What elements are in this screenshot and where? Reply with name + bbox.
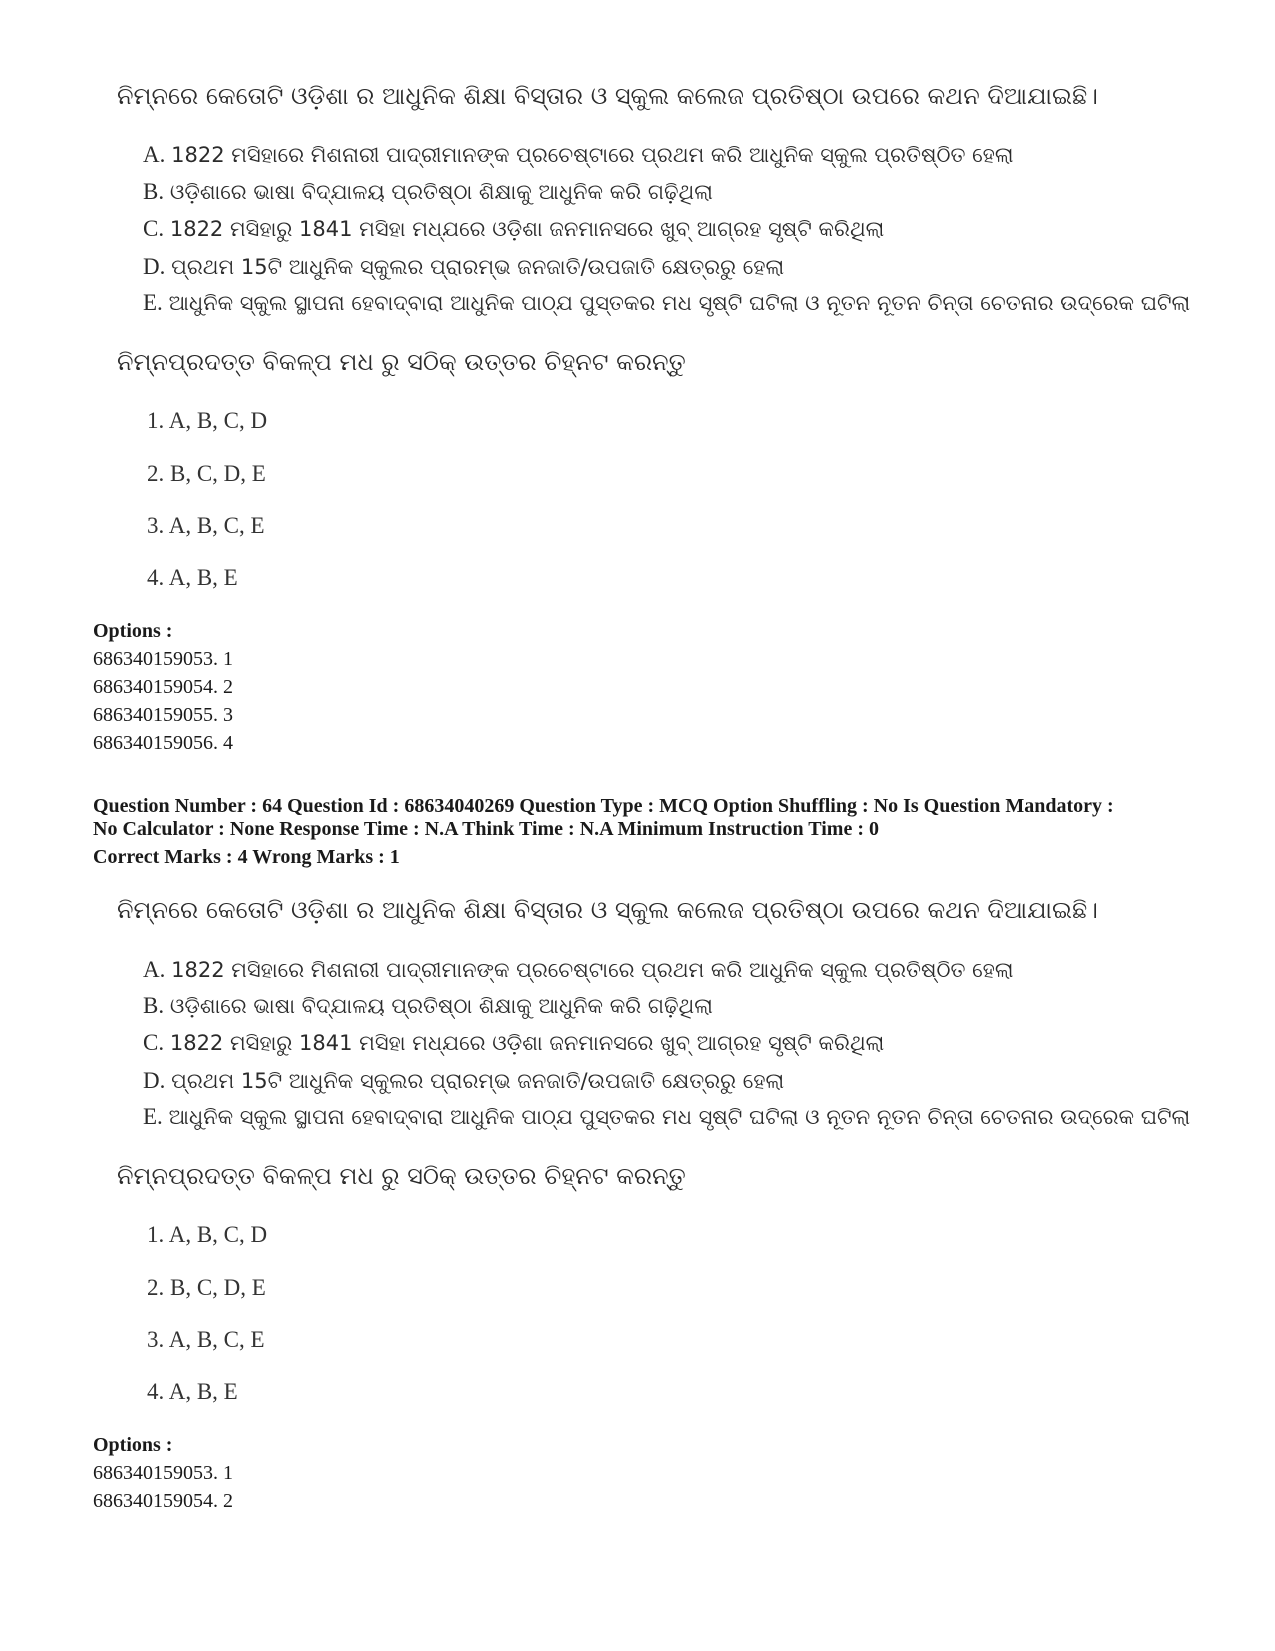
- choice-4: 4. A, B, E: [147, 565, 238, 590]
- option-line: 686340159054. 2: [93, 676, 233, 698]
- option-line: 686340159053. 1: [93, 1462, 233, 1484]
- choice-3: 3. A, B, C, E: [147, 513, 265, 538]
- statement-c: [143, 214, 884, 244]
- option-line: 686340159053. 1: [93, 648, 233, 670]
- statement-text: 1822 ମସିହାରେ ମିଶନାରୀ ପାଦ୍ରୀମାନଙ୍କ ପ୍ରଚେଷ୍ଟାରେ ପ୍ରଥମ କରି ଆଧୁନିକ ସ୍କୁଲ ପ୍ରତିଷ୍ଠିତ ହେଲା: [171, 143, 1014, 167]
- statement-a: [143, 955, 1014, 985]
- option-line: 686340159054. 2: [93, 1490, 233, 1512]
- statement-text: ପ୍ରଥମ 15ଟି ଆଧୁନିକ ସ୍କୁଲର ପ୍ରାରମ୍ଭ ଜନଜାତି/ଉପଜାତି କ୍ଷେତ୍ରରୁ ହେଲା: [171, 1069, 785, 1093]
- options-heading: Options :: [93, 1434, 173, 1456]
- statement-label: C.: [143, 216, 165, 241]
- choice-2: 2. B, C, D, E: [147, 1275, 266, 1300]
- statement-label: B.: [143, 179, 165, 204]
- question-intro: ନିମ୍ନରେ କେତୋଟି ଓଡ଼ିଶା ର ଆଧୁନିକ ଶିକ୍ଷା ବିସ୍ତାର ଓ ସ୍କୁଲ କଲେଜ ପ୍ରତିଷ୍ଠା ଉପରେ କଥନ ଦିଆଯାଇଛି।: [117, 896, 1098, 924]
- question-marks: Correct Marks : 4 Wrong Marks : 1: [93, 846, 400, 868]
- statement-label: B.: [143, 993, 165, 1018]
- statement-b: [143, 991, 713, 1021]
- options-heading: Options :: [93, 620, 173, 642]
- question-meta-line-2: No Calculator : None Response Time : N.A Think Time : N.A Minimum Instruction Time : 0: [93, 818, 879, 840]
- option-line: 686340159056. 4: [93, 732, 233, 754]
- statement-text: 1822 ମସିହାରେ ମିଶନାରୀ ପାଦ୍ରୀମାନଙ୍କ ପ୍ରଚେଷ୍ଟାରେ ପ୍ରଥମ କରି ଆଧୁନିକ ସ୍କୁଲ ପ୍ରତିଷ୍ଠିତ ହେଲା: [171, 958, 1014, 982]
- statement-d: [143, 252, 784, 282]
- question-prompt: ନିମ୍ନପ୍ରଦତ୍ତ ବିକଳ୍ପ ମଧ ରୁ ସଠିକ୍ ଉତ୍ତର ଚିହ୍ନଟ କରନ୍ତୁ: [117, 348, 686, 376]
- choice-3: 3. A, B, C, E: [147, 1327, 265, 1352]
- statement-a: [143, 140, 1014, 170]
- statement-label: E.: [143, 290, 163, 315]
- statement-text: ଆଧୁନିକ ସ୍କୁଲ ସ୍ଥାପନା ହେବାଦ୍ବାରା ଆଧୁନିକ ପାଠ୍ଯ ପୁସ୍ତକର ମଧ ସୃଷ୍ଟି ଘଟିଲା ଓ ନୂତନ ନୂତନ ଚିନ୍ତା ଚେତନାର ଉଦ୍ରେକ ଘଟିଲା: [168, 291, 1191, 315]
- statement-e: [143, 1102, 1190, 1132]
- statement-label: D.: [143, 1068, 166, 1093]
- statement-label: E.: [143, 1104, 163, 1129]
- choice-1: 1. A, B, C, D: [147, 1222, 268, 1247]
- choice-2: 2. B, C, D, E: [147, 461, 266, 486]
- statement-text: 1822 ମସିହାରୁ 1841 ମସିହା ମଧ୍ଯରେ ଓଡ଼ିଶା ଜନମାନସରେ ଖୁବ୍ ଆଗ୍ରହ ସୃଷ୍ଟି କରିଥିଲା: [169, 1031, 885, 1055]
- question-prompt: ନିମ୍ନପ୍ରଦତ୍ତ ବିକଳ୍ପ ମଧ ରୁ ସଠିକ୍ ଉତ୍ତର ଚିହ୍ନଟ କରନ୍ତୁ: [117, 1162, 686, 1190]
- statement-label: D.: [143, 254, 166, 279]
- statement-label: C.: [143, 1030, 165, 1055]
- statement-label: A.: [143, 142, 166, 167]
- statement-label: A.: [143, 957, 166, 982]
- question-meta-line-1: Question Number : 64 Question Id : 68634040269 Question Type : MCQ Option Shuffling : No Is Question Mandatory :: [93, 795, 1114, 817]
- statement-text: 1822 ମସିହାରୁ 1841 ମସିହା ମଧ୍ଯରେ ଓଡ଼ିଶା ଜନମାନସରେ ଖୁବ୍ ଆଗ୍ରହ ସୃଷ୍ଟି କରିଥିଲା: [169, 217, 885, 241]
- statement-b: [143, 177, 713, 207]
- statement-c: [143, 1028, 884, 1058]
- statement-text: ଆଧୁନିକ ସ୍କୁଲ ସ୍ଥାପନା ହେବାଦ୍ବାରା ଆଧୁନିକ ପାଠ୍ଯ ପୁସ୍ତକର ମଧ ସୃଷ୍ଟି ଘଟିଲା ଓ ନୂତନ ନୂତନ ଚିନ୍ତା ଚେତନାର ଉଦ୍ରେକ ଘଟିଲା: [168, 1105, 1191, 1129]
- choice-4: 4. A, B, E: [147, 1379, 238, 1404]
- option-line: 686340159055. 3: [93, 704, 233, 726]
- statement-d: [143, 1066, 784, 1096]
- statement-text: ଓଡ଼ିଶାରେ ଭାଷା ବିଦ୍ଯାଳୟ ପ୍ରତିଷ୍ଠା ଶିକ୍ଷାକୁ ଆଧୁନିକ କରି ଗଢ଼ିଥିଲା: [169, 180, 713, 204]
- statement-text: ଓଡ଼ିଶାରେ ଭାଷା ବିଦ୍ଯାଳୟ ପ୍ରତିଷ୍ଠା ଶିକ୍ଷାକୁ ଆଧୁନିକ କରି ଗଢ଼ିଥିଲା: [169, 994, 713, 1018]
- statement-e: [143, 288, 1190, 318]
- statement-text: ପ୍ରଥମ 15ଟି ଆଧୁନିକ ସ୍କୁଲର ପ୍ରାରମ୍ଭ ଜନଜାତି/ଉପଜାତି କ୍ଷେତ୍ରରୁ ହେଲା: [171, 255, 785, 279]
- question-intro: ନିମ୍ନରେ କେତୋଟି ଓଡ଼ିଶା ର ଆଧୁନିକ ଶିକ୍ଷା ବିସ୍ତାର ଓ ସ୍କୁଲ କଲେଜ ପ୍ରତିଷ୍ଠା ଉପରେ କଥନ ଦିଆଯାଇଛି।: [117, 82, 1098, 110]
- choice-1: 1. A, B, C, D: [147, 408, 268, 433]
